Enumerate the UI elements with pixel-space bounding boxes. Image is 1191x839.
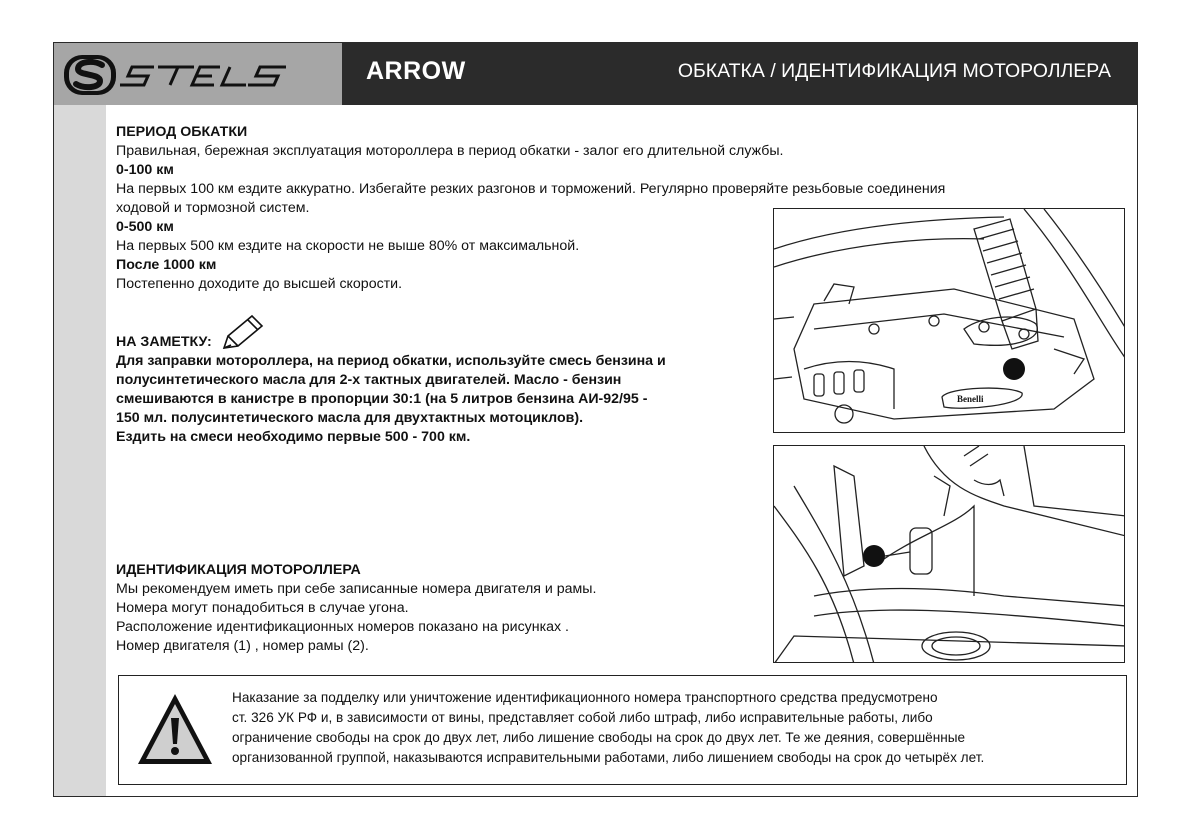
identification-text: Номера могут понадобиться в случае угона. — [116, 600, 409, 616]
breakin-intro: Правильная, бережная эксплуатация мотороллера в период обкатки - залог его длительной службы. — [116, 143, 784, 159]
model-name: ARROW — [366, 57, 466, 85]
page-title: ОБКАТКА / ИДЕНТИФИКАЦИЯ МОТОРОЛЛЕРА — [677, 60, 1111, 82]
identification-text: Расположение идентификационных номеров показано на рисунках . — [116, 619, 569, 635]
identification-text: Мы рекомендуем иметь при себе записанные номера двигателя и рамы. — [116, 581, 597, 597]
note-line: полусинтетического масла для 2-х тактных двигателей. Масло - бензин — [116, 372, 622, 388]
warning-line: ст. 326 УК РФ и, в зависимости от вины, представляет собой либо штраф, либо исправительные работы, либо — [232, 710, 933, 725]
note-line: Ездить на смеси необходимо первые 500 - 700 км. — [116, 429, 471, 445]
engine-illustration — [774, 209, 1125, 433]
frame-illustration — [774, 446, 1125, 663]
stage-1-title: 0-100 км — [116, 162, 174, 178]
brand-badge-label: Benelli — [957, 394, 984, 404]
stels-logo-icon — [54, 43, 342, 105]
logo-block — [54, 43, 342, 105]
warning-text — [232, 688, 1118, 768]
warning-line: ограничение свободы на срок до двух лет, либо лишение свободы на срок до двух лет. Те же деяния, совершённые — [232, 730, 966, 745]
stage-2-title: 0-500 км — [116, 219, 174, 235]
note-line: смешиваются в канистре в пропорции 30:1 (на 5 литров бензина АИ-92/95 - — [116, 391, 648, 407]
identification-section — [116, 561, 596, 656]
pencil-icon — [218, 314, 268, 352]
warning-line: организованной группой, наказываются исправительными работами, либо лишением свободы на срок до четырёх лет. — [232, 750, 985, 765]
note-line: Для заправки мотороллера, на период обкатки, используйте смесь бензина и — [116, 353, 666, 369]
stage-1-text-cont: ходовой и тормозной систем. — [116, 200, 310, 216]
stage-3-title: После 1000 км — [116, 257, 217, 273]
legal-warning-box — [118, 675, 1127, 785]
frame-number-figure — [773, 445, 1125, 663]
note-line: 150 мл. полусинтетического масла для двухтактных мотоциклов). — [116, 410, 584, 426]
stage-1-text: На первых 100 км ездите аккуратно. Избегайте резких разгонов и торможений. Регулярно проверяйте резьбовые соединения — [116, 181, 946, 197]
warning-line: Наказание за подделку или уничтожение идентификационного номера транспортного средства предусмотрено — [232, 690, 938, 705]
breakin-heading: ПЕРИОД ОБКАТКИ — [116, 124, 248, 140]
frame-number-marker — [863, 545, 885, 567]
engine-number-figure — [773, 208, 1125, 433]
engine-number-marker — [1003, 358, 1025, 380]
side-strip — [54, 105, 106, 796]
manual-page — [53, 42, 1138, 797]
identification-text: Номер двигателя (1) , номер рамы (2). — [116, 638, 369, 654]
warning-icon — [135, 690, 215, 770]
identification-heading: ИДЕНТИФИКАЦИЯ МОТОРОЛЛЕРА — [116, 562, 361, 578]
stage-2-text: На первых 500 км ездите на скорости не выше 80% от максимальной. — [116, 238, 580, 254]
note-heading: НА ЗАМЕТКУ: — [116, 334, 212, 350]
stage-3-text: Постепенно доходите до высшей скорости. — [116, 276, 403, 292]
